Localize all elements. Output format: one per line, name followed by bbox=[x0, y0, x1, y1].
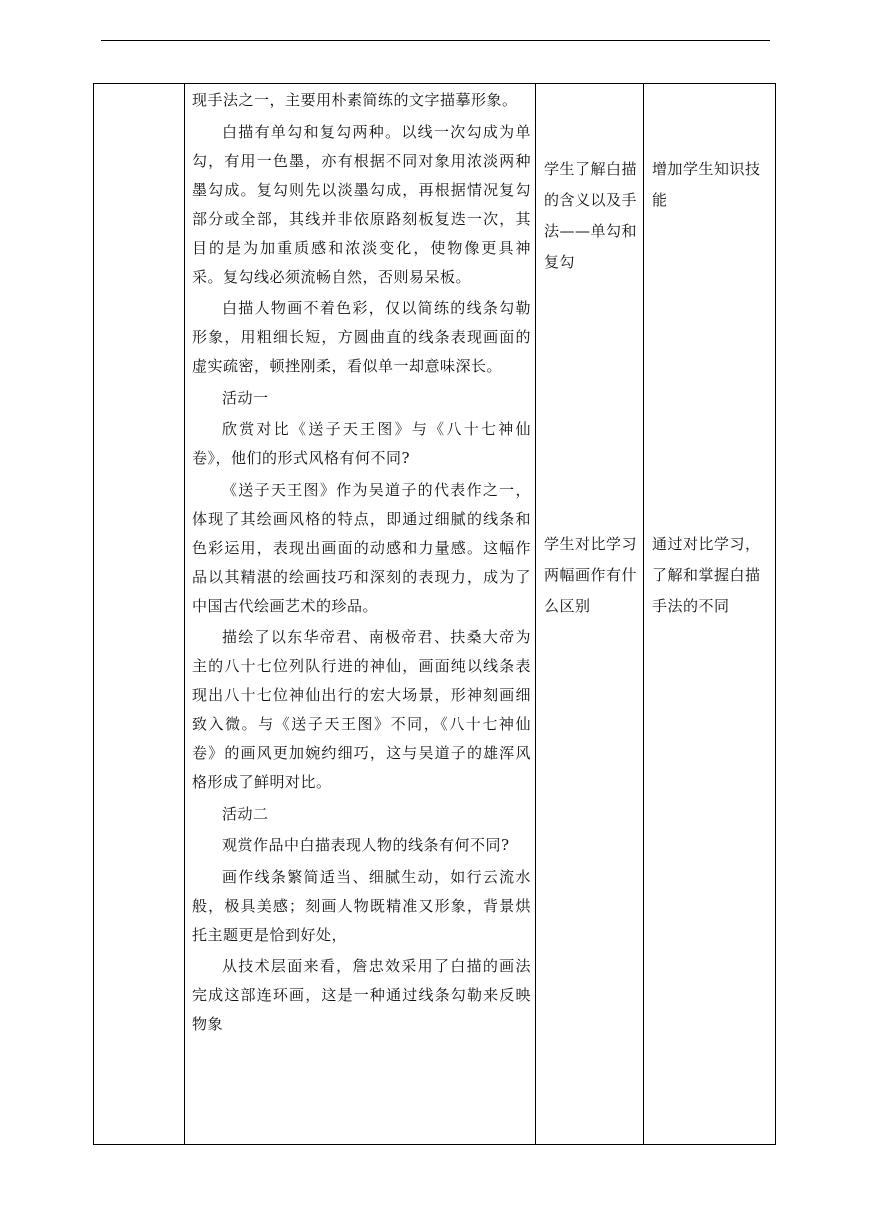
design-intent-note: 通过对比学习，了解和掌握白描手法的不同 bbox=[652, 535, 761, 615]
header-rule bbox=[101, 40, 770, 41]
teaching-content-cell bbox=[185, 84, 536, 1145]
activity-heading: 活动一 bbox=[222, 388, 269, 407]
content-paragraph: 画作线条繁简适当、细腻生动，如行云流水般，极具美感；刻画人物既精准又形象，背景烘托主题更是恰到好处， bbox=[192, 867, 531, 944]
content-paragraph: 白描人物画不着色彩，仅以简练的线条勾勒形象，用粗细长短，方圆曲直的线条表现画面的虚实疏密，顿挫刚柔，看似单一却意味深长。 bbox=[192, 299, 531, 375]
student-activity-note: 学生了解白描的含义以及手法——单勾和复勾 bbox=[544, 160, 638, 271]
activity-heading: 活动二 bbox=[222, 804, 269, 823]
content-paragraph: 观赏作品中白描表现人物的线条有何不同? bbox=[222, 836, 510, 854]
design-intent-note: 增加学生知识技能 bbox=[652, 160, 761, 209]
content-paragraph: 欣赏对比《送子天王图》与《八十七神仙卷》，他们的形式风格有何不同? bbox=[192, 420, 531, 467]
content-paragraph: 现手法之一，主要用朴素简练的文字描摹形象。 bbox=[192, 91, 518, 109]
design-intent-cell bbox=[644, 84, 776, 1145]
stage-cell bbox=[94, 84, 185, 1145]
content-paragraph: 《送子天王图》作为吴道子的代表作之一，体现了其绘画风格的特点，即通过细腻的线条和色彩运用，表现出画面的动感和力量感。这幅作品以其精湛的绘画技巧和深刻的表现力，成为了中国古代绘画艺术的珍品。 bbox=[192, 480, 531, 615]
content-paragraph: 描绘了以东华帝君、南极帝君、扶桑大帝为主的八十七位列队行进的神仙，画面纯以线条表现出八十七位神仙出行的宏大场景，形神刻画细致入微。与《送子天王图》不同，《八十七神仙卷》的画风更加婉约细巧，这与吴道子的雄浑风格形成了鲜明对比。 bbox=[192, 628, 531, 791]
student-activity-note: 学生对比学习两幅画作有什么区别 bbox=[544, 535, 638, 615]
content-paragraph: 白描有单勾和复勾两种。以线一次勾成为单勾，有用一色墨，亦有根据不同对象用浓淡两种墨勾成。复勾则先以淡墨勾成，再根据情况复勾部分或全部，其线并非依原路刻板复迭一次，其目的是为加重质感和浓淡变化，使物像更具神采。复勾线必须流畅自然，否则易呆板。 bbox=[192, 122, 531, 286]
teaching-content bbox=[185, 84, 535, 1039]
student-activity-cell bbox=[536, 84, 644, 1145]
content-paragraph: 从技术层面来看，詹忠效采用了白描的画法完成这部连环画，这是一种通过线条勾勒来反映物象 bbox=[192, 957, 531, 1033]
lesson-plan-table bbox=[93, 83, 776, 1145]
table-row bbox=[94, 84, 776, 1145]
